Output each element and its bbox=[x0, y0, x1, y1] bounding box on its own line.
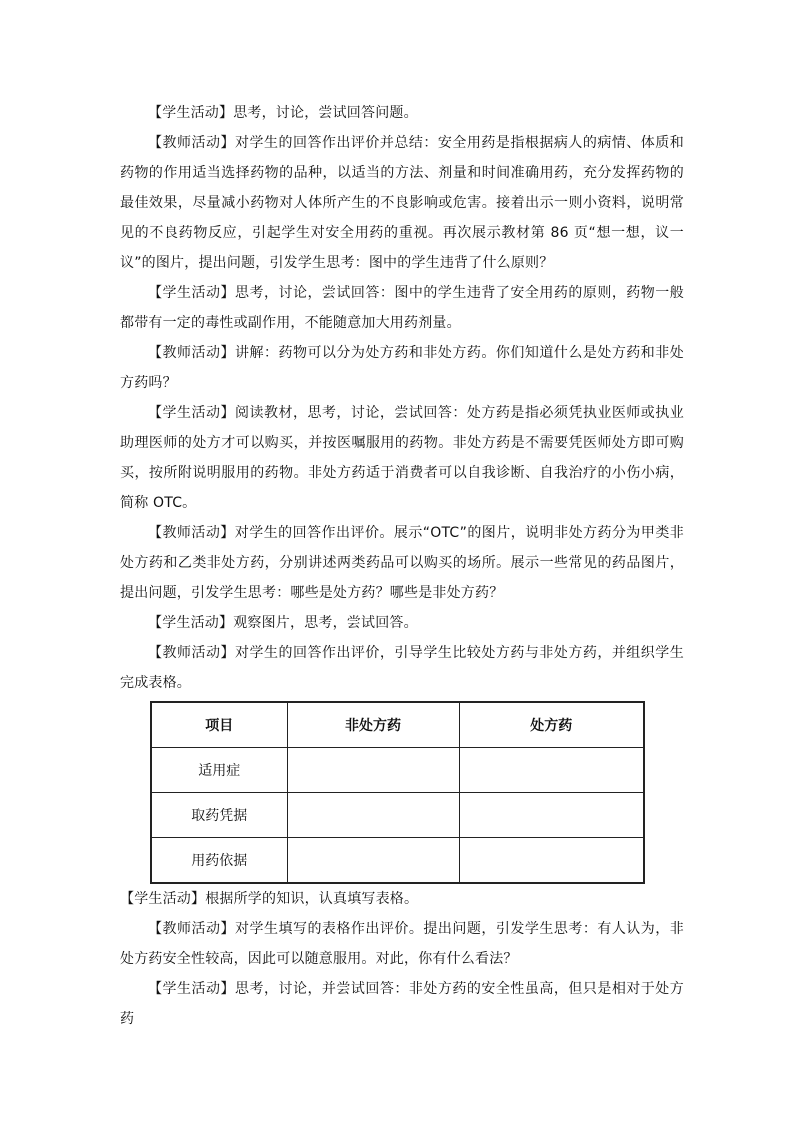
table-cell bbox=[459, 748, 644, 793]
activity-tag: 【学生活动】 bbox=[148, 615, 234, 631]
table-row bbox=[151, 748, 644, 793]
activity-tag: 【学生活动】 bbox=[148, 405, 235, 421]
paragraph bbox=[120, 98, 684, 128]
activity-tag: 【教师活动】 bbox=[148, 345, 235, 361]
paragraph-text: 阅读教材，思考，讨论，尝试回答：处方药是指必须凭执业医师或执业助理医师的处方才可以购买，并按医嘱服用的药物。非处方药是不需要凭医师处方即可购买，按所附说明服用的药物。非处方药适于消费者可以自我诊断、自我治疗的小伤小病，简称 OTC。 bbox=[120, 405, 684, 511]
activity-tag: 【教师活动】 bbox=[148, 921, 235, 937]
table-cell bbox=[287, 748, 459, 793]
paragraph bbox=[120, 638, 684, 698]
paragraph bbox=[120, 518, 684, 608]
table-cell bbox=[287, 793, 459, 838]
paragraph-text: 讲解：药物可以分为处方药和非处方药。你们知道什么是处方药和非处方药吗？ bbox=[120, 345, 684, 391]
table-cell bbox=[287, 838, 459, 884]
activity-tag: 【学生活动】 bbox=[148, 981, 235, 997]
table-cell bbox=[459, 793, 644, 838]
table-cell bbox=[459, 838, 644, 884]
table-header-cell: 非处方药 bbox=[287, 702, 459, 748]
activity-tag: 【教师活动】 bbox=[148, 135, 235, 151]
table-cell: 取药凭据 bbox=[151, 793, 287, 838]
activity-tag: 【学生活动】 bbox=[148, 105, 234, 121]
table-header-cell: 处方药 bbox=[459, 702, 644, 748]
table-cell: 适用症 bbox=[151, 748, 287, 793]
paragraph bbox=[120, 914, 684, 974]
paragraph-text: 对学生填写的表格作出评价。提出问题，引发学生思考：有人认为，非处方药安全性较高，因此可以随意服用。对此，你有什么看法？ bbox=[120, 921, 684, 967]
paragraph-text: 思考，讨论，并尝试回答：非处方药的安全性虽高，但只是相对于处方药 bbox=[120, 981, 684, 1027]
activity-tag: 【学生活动】 bbox=[148, 285, 235, 301]
activity-tag: 【教师活动】 bbox=[148, 645, 235, 661]
paragraph bbox=[120, 398, 684, 518]
paragraph-text: 对学生的回答作出评价并总结：安全用药是指根据病人的病情、体质和药物的作用适当选择药物的品种，以适当的方法、剂量和时间准确用药，充分发挥药物的最佳效果，尽量减小药物对人体所产生的不良影响或危害。接着出示一则小资料，说明常见的不良药物反应，引起学生对安全用药的重视。再次展示教材第 86 页“想一想，议一议”的图片，提出问题，引发学生思考：图中的学生违背了什么原则？ bbox=[120, 135, 684, 271]
paragraph bbox=[120, 608, 684, 638]
activity-tag: 【学生活动】 bbox=[120, 891, 206, 907]
paragraph bbox=[120, 884, 684, 914]
table-header-row bbox=[151, 702, 644, 748]
document-page bbox=[120, 98, 684, 1034]
paragraph bbox=[120, 338, 684, 398]
activity-tag: 【教师活动】 bbox=[148, 525, 235, 541]
paragraph-text: 对学生的回答作出评价，引导学生比较处方药与非处方药，并组织学生完成表格。 bbox=[120, 645, 684, 691]
paragraph bbox=[120, 278, 684, 338]
paragraph-text: 思考，讨论，尝试回答问题。 bbox=[233, 105, 418, 121]
table-cell: 用药依据 bbox=[151, 838, 287, 884]
paragraph-text: 观察图片，思考，尝试回答。 bbox=[233, 615, 418, 631]
paragraph-text: 对学生的回答作出评价。展示“OTC”的图片，说明非处方药分为甲类非处方药和乙类非处方药，分别讲述两类药品可以购买的场所。展示一些常见的药品图片，提出问题，引发学生思考：哪些是处方药？哪些是非处方药？ bbox=[120, 525, 685, 601]
table-row bbox=[151, 793, 644, 838]
paragraph bbox=[120, 128, 684, 278]
table-header-cell: 项目 bbox=[151, 702, 287, 748]
paragraph bbox=[120, 974, 684, 1034]
paragraph-text: 根据所学的知识，认真填写表格。 bbox=[205, 891, 419, 907]
comparison-table bbox=[150, 701, 645, 884]
table-row bbox=[151, 838, 644, 884]
paragraph-text: 思考，讨论，尝试回答：图中的学生违背了安全用药的原则，药物一般都带有一定的毒性或副作用，不能随意加大用药剂量。 bbox=[120, 285, 684, 331]
